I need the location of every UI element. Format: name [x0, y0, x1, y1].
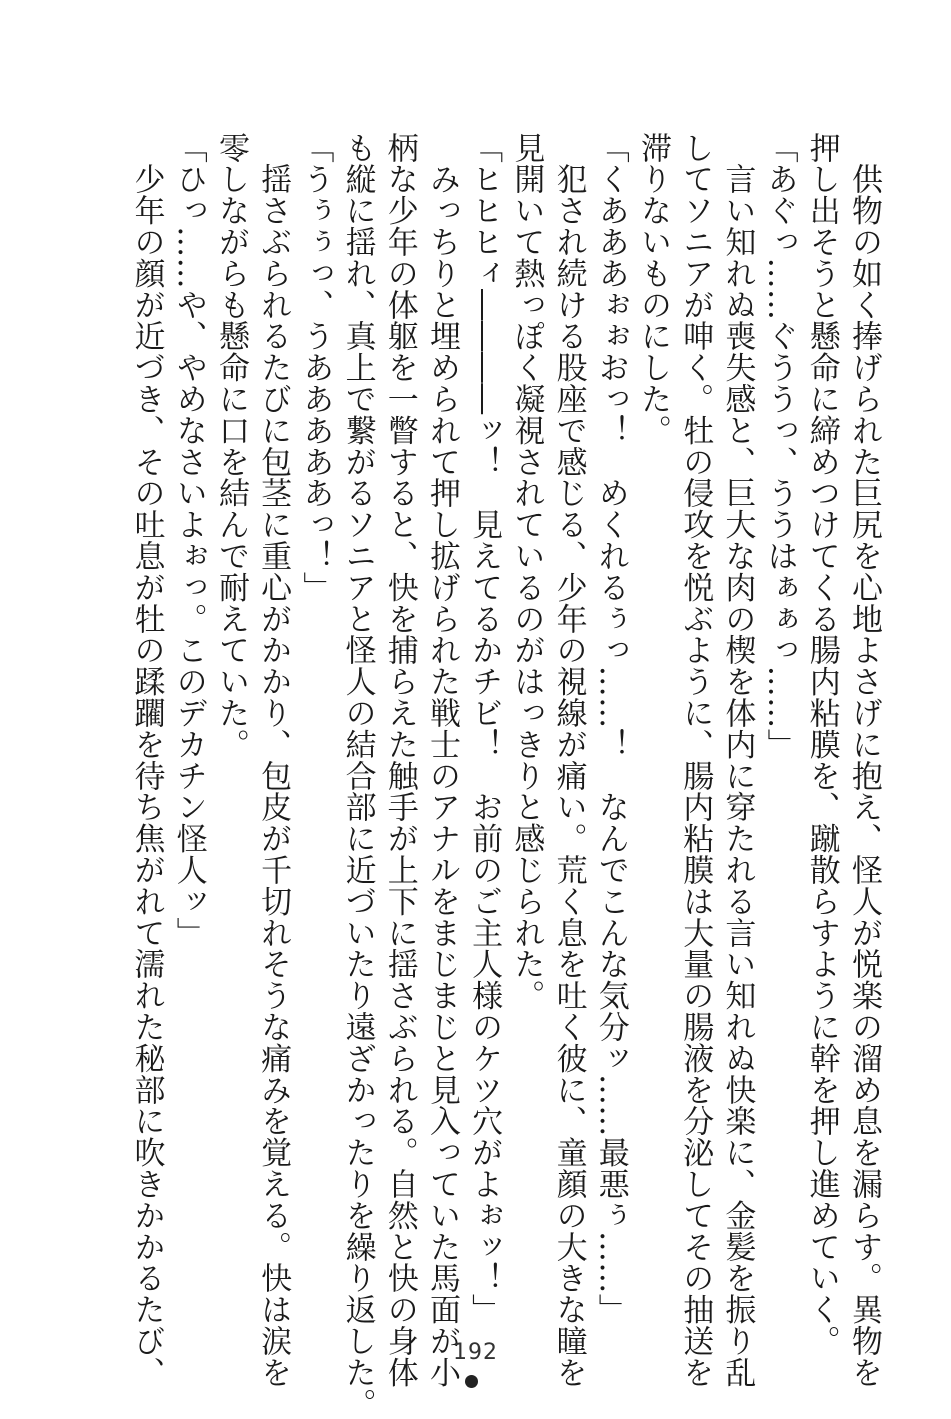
text-line-16: 零しながらも懸命に口を結んで耐えていた。	[212, 132, 249, 760]
text-line-14: 「うぅぅっ、うあああああっ！」	[297, 132, 334, 603]
text-line-13: も縦に揺れ、真上で繋がるソニアと怪人の結合部に近づいたり遠ざかったりを繰り返した。	[339, 132, 376, 1419]
text-line-12: 柄な少年の体躯を一瞥すると、快を捕らえた触手が上下に揺さぶられる。自然と快の身体	[381, 132, 418, 1388]
text-line-9: 見開いて熱っぽく凝視されているのがはっきりと感じられた。	[508, 132, 545, 1012]
text-line-11: みっちりと埋められて押し拡げられた戦士のアナルをまじまじと見入っていた馬面が小	[423, 132, 460, 1388]
text-line-10: 「ヒヒヒィ――――ッ！ 見えてるかチビ！ お前のご主人様のケツ穴がよぉッ！」	[466, 132, 503, 1326]
text-line-8: 犯され続ける股座で感じる、少年の視線が痛い。荒く息を吐く彼に、童顔の大きな瞳を	[550, 132, 587, 1388]
text-line-17: 「ひっ……や、やめなさいよぉっ。このデカチン怪人ッ」	[170, 132, 207, 949]
page-number: 192	[453, 1340, 498, 1365]
text-line-4: 言い知れぬ喪失感と、巨大な肉の楔を体内に穿たれる言い知れぬ快楽に、金髪を振り乱	[719, 132, 756, 1388]
text-line-2: 押し出そうと懸命に締めつけてくる腸内粘膜を、蹴散らすように幹を押し進めていく。	[803, 132, 840, 1357]
page-marker-dot	[465, 1375, 478, 1388]
text-line-3: 「あぐっ……ぐううっ、ううはぁぁっ……」	[761, 132, 798, 760]
text-line-18: 少年の顔が近づき、その吐息が牡の蹂躙を待ち焦がれて濡れた秘部に吹きかかるたび、	[128, 132, 165, 1388]
text-line-6: 滞りないものにした。	[634, 132, 671, 446]
text-line-7: 「くあああぉぉおっ！ めくれるぅっ……！ なんでこんな気分ッ……最悪ぅ……」	[592, 132, 629, 1326]
text-line-15: 揺さぶられるたびに包茎に重心がかかり、包皮が千切れそうな痛みを覚える。快は涙を	[255, 132, 292, 1388]
text-line-1: 供物の如く捧げられた巨尻を心地よさげに抱え、怪人が悦楽の溜め息を漏らす。異物を	[846, 132, 882, 1388]
text-line-5: してソニアが呻く。牡の侵攻を悦ぶように、腸内粘膜は大量の腸液を分泌してその抽送を	[677, 132, 714, 1388]
